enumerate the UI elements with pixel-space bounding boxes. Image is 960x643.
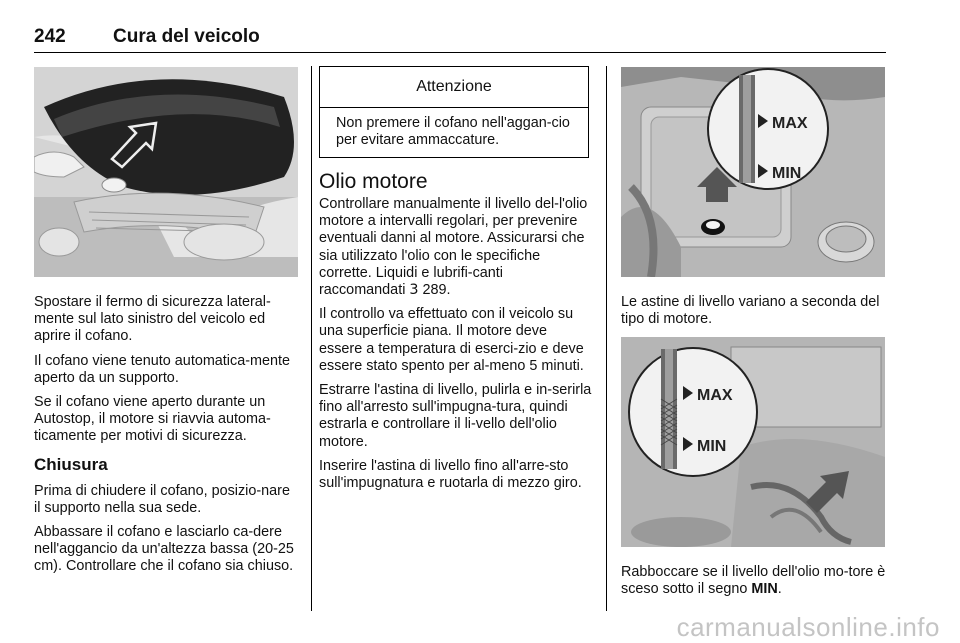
column-2-text: [319, 170, 593, 499]
warning-box: [319, 66, 589, 158]
paragraph-text: Controllare manualmente il livello del-l'olio motore a intervalli regolari, per prevenire eventuali danni al motore. Assicurarsi che sia utilizzato l'olio con le specifiche corrette. Liquidi e lubrifi-canti raccomandati: [319, 196, 588, 299]
dipstick-min-label: MIN: [697, 438, 727, 455]
paragraph: Il cofano viene tenuto automatica-mente aperto da un supporto.: [34, 352, 290, 386]
dipstick-max-label: MAX: [772, 115, 808, 132]
page-number: 242: [34, 26, 66, 47]
column-3-caption-1: [621, 294, 887, 335]
page-reference-number: 289.: [418, 282, 451, 299]
page-title: Cura del veicolo: [113, 26, 260, 47]
dipstick-min-label: MIN: [772, 165, 802, 182]
page-footer: [0, 612, 960, 642]
column-1-text: [34, 294, 299, 583]
page-header: [34, 24, 886, 53]
paragraph: Inserire l'astina di livello fino all'arre-sto sull'impugnatura e ruotarla di mezzo giro.: [319, 457, 582, 492]
dipstick-illustration-1: [621, 67, 885, 277]
column-divider-2: [606, 66, 607, 611]
warning-text: Non premere il cofano nell'aggan-cio per evitare ammaccature.: [336, 115, 570, 149]
paragraph: Il controllo va effettuato con il veicolo su una superficie piana. Il motore deve essere a temperatura di eserci-zio e deve essere stato spento per al-meno 5 minuti.: [319, 306, 584, 374]
min-mark-label: MIN: [751, 581, 778, 598]
caption-end: .: [777, 581, 782, 598]
paragraph: Se il cofano viene aperto durante un Autostop, il motore si riavvia automa-ticamente per motivi di sicurezza.: [34, 394, 271, 445]
caption-text: Rabboccare se il livello dell'olio mo-tore è sceso sotto il segno: [621, 564, 886, 598]
warning-title: Attenzione: [320, 67, 588, 108]
watermark: carmanualsonline.info: [676, 612, 940, 642]
column-3-caption-2: [621, 564, 887, 605]
dipstick-max-label: MAX: [697, 387, 733, 404]
page-reference-icon: 3: [409, 282, 419, 299]
dipstick-illustration-2: [621, 337, 885, 547]
caption: [621, 564, 887, 598]
paragraph: Prima di chiudere il cofano, posizio-nare il supporto nella sua sede.: [34, 482, 290, 516]
column-divider-1: [311, 66, 312, 611]
paragraph: [319, 196, 593, 299]
paragraph: Estrarre l'astina di livello, pulirla e in-serirla fino all'arresto sull'impugna-tura, quindi estrarla e controllare il li-vello dell'olio motore.: [319, 382, 592, 450]
hood-opening-illustration: [34, 67, 298, 277]
paragraph: Spostare il fermo di sicurezza lateral-mente sul lato sinistro del veicolo ed aprire il cofano.: [34, 294, 271, 345]
subheading-chiusura: Chiusura: [34, 454, 108, 474]
paragraph: Abbassare il cofano e lasciarlo ca-dere nell'aggancio da un'altezza bassa (20-25 cm). Controllare che il cofano sia chiuso.: [34, 524, 294, 575]
section-heading-olio-motore: Olio motore: [319, 170, 428, 193]
caption: Le astine di livello variano a seconda del tipo di motore.: [621, 294, 880, 328]
